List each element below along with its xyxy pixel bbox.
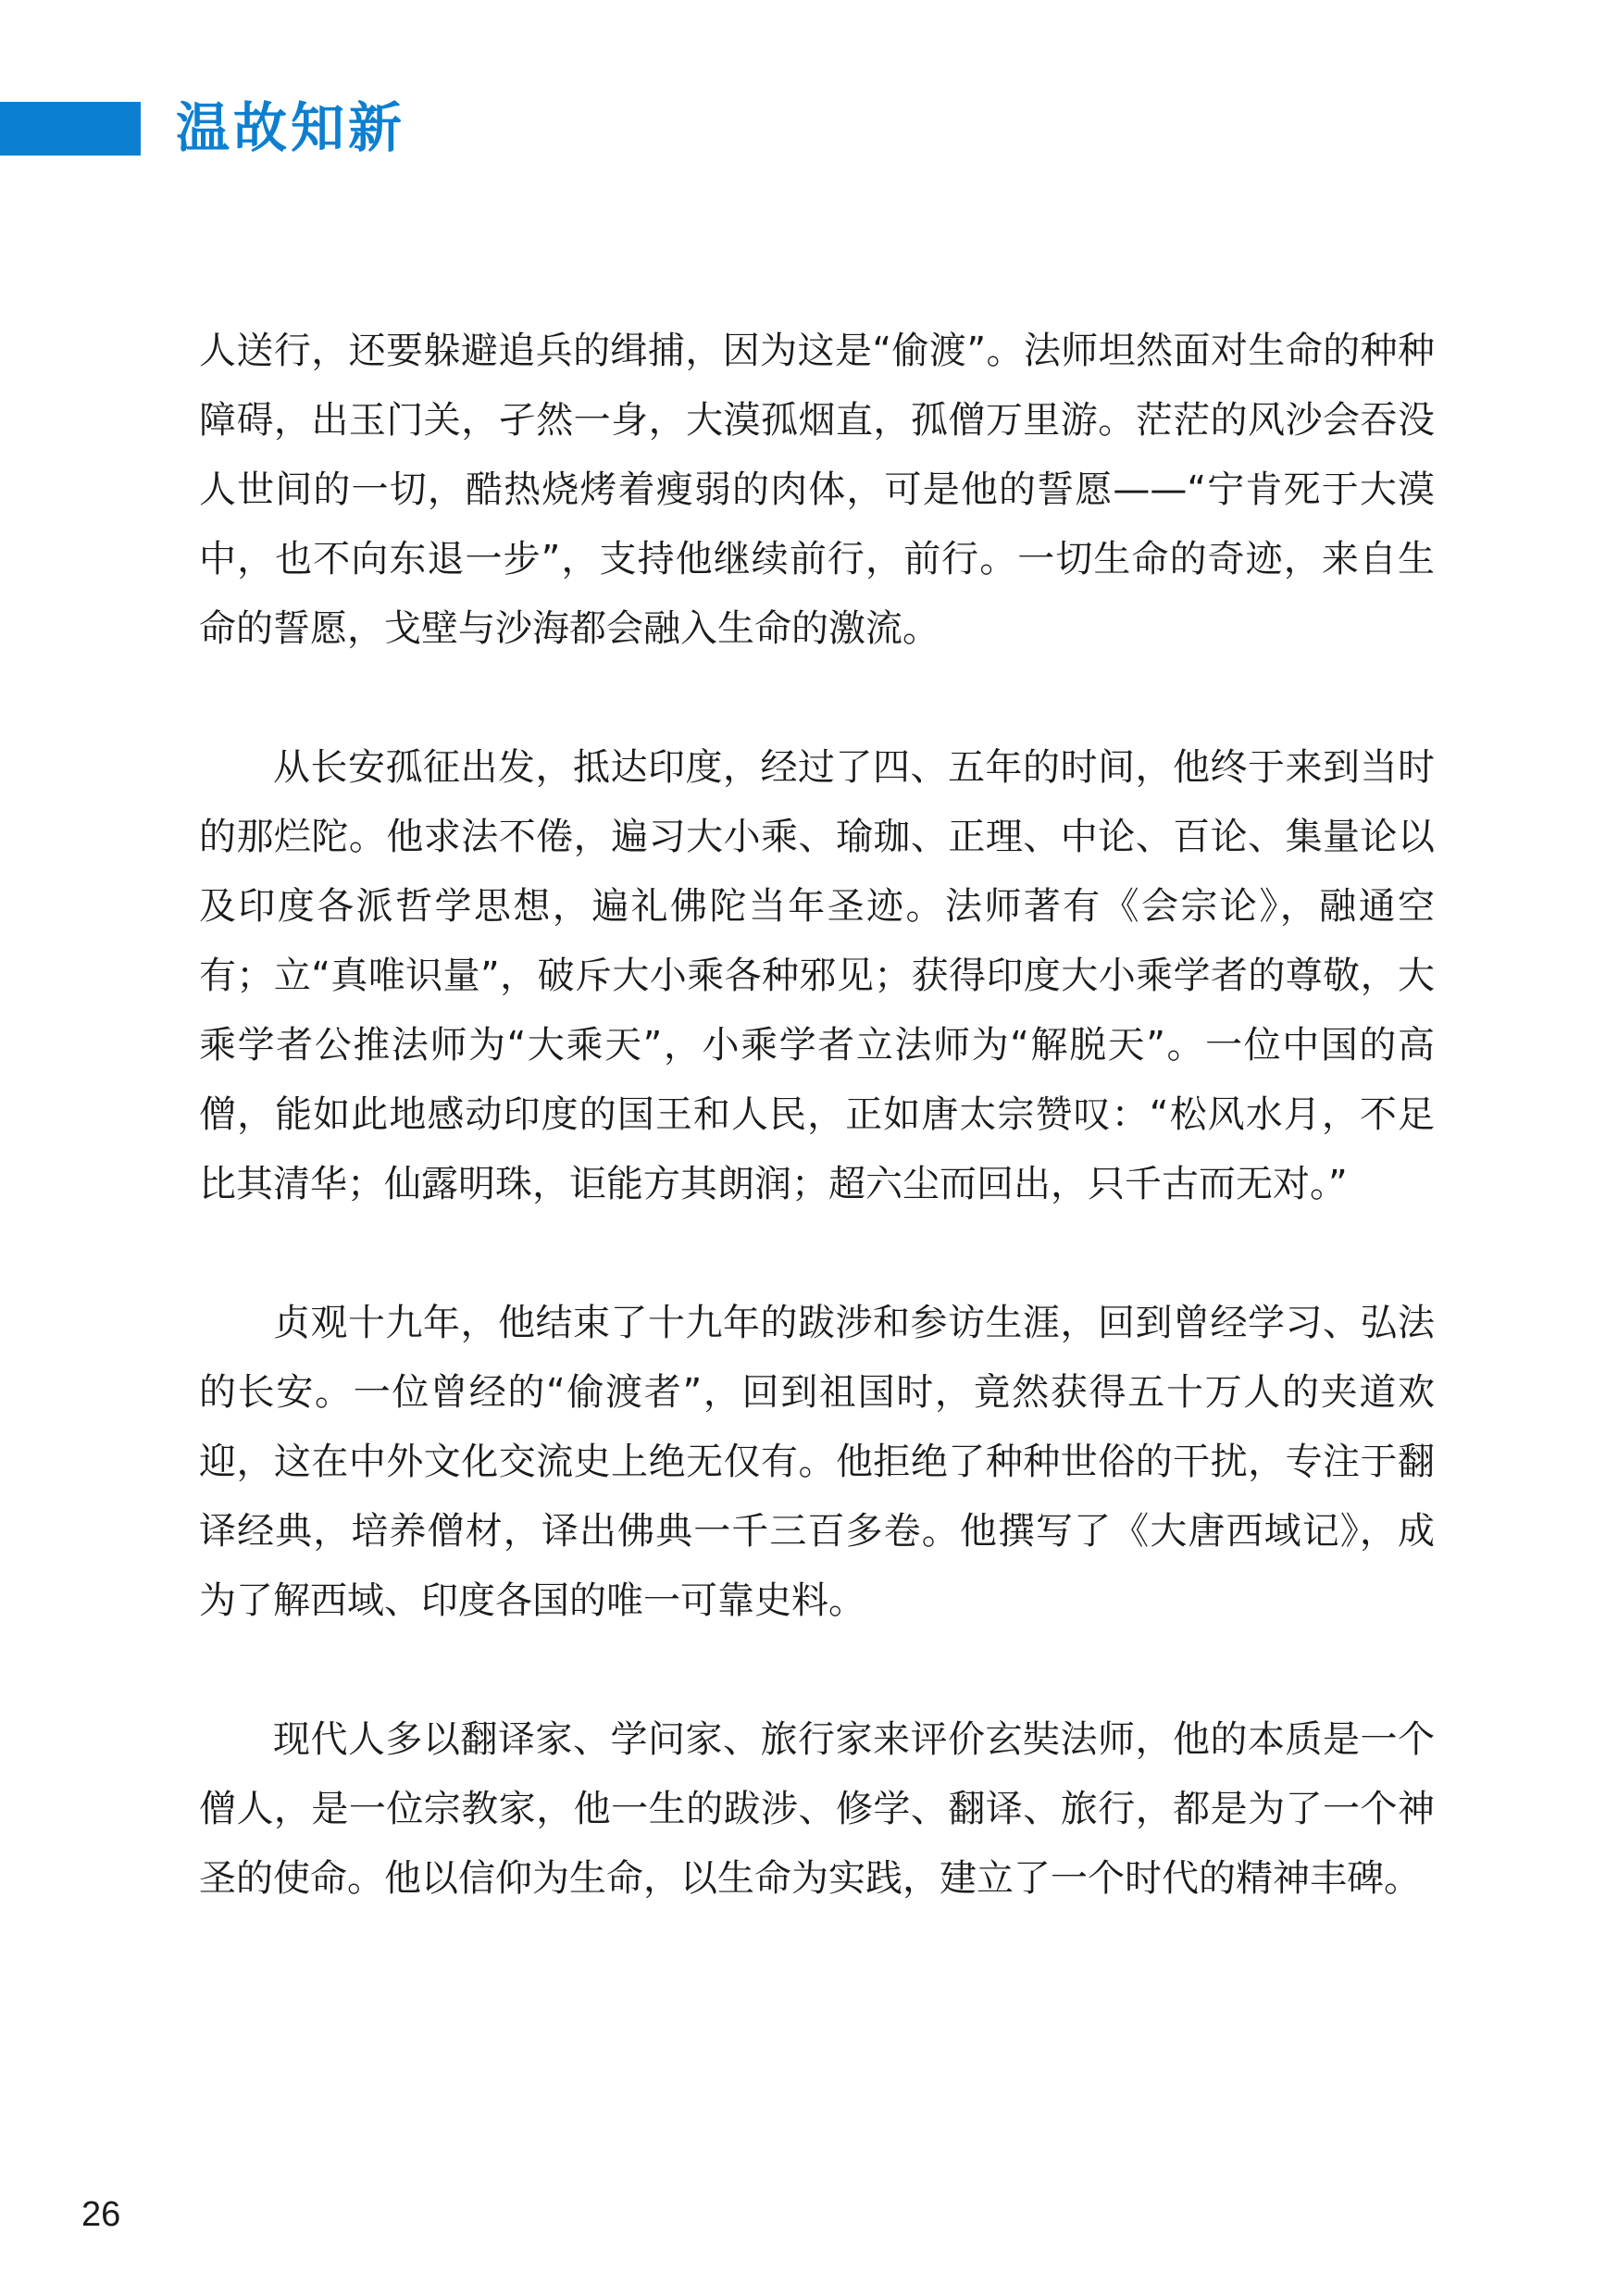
section-title: 温故知新 [176, 96, 406, 159]
page-number: 26 [81, 2195, 121, 2234]
header-accent-bar [0, 102, 141, 156]
paragraph: 现代人多以翻译家、学问家、旅行家来评价玄奘法师，他的本质是一个僧人，是一位宗教家，他一生的跋涉、修学、翻译、旅行，都是为了一个神圣的使命。他以信仰为生命，以生命为实践，建立了一个时代的精神丰碑。 [199, 1718, 1435, 1900]
paragraph: 从长安孤征出发，抵达印度，经过了四、五年的时间，他终于来到当时的那烂陀。他求法不倦，遍习大小乘、瑜珈、正理、中论、百论、集量论以及印度各派哲学思想，遍礼佛陀当年圣迹。法师著有《会宗论》，融通空有；立“真唯识量”，破斥大小乘各种邪见；获得印度大小乘学者的尊敬，大乘学者公推法师为“大乘天”，小乘学者立法师为“解脱天”。一位中国的高僧，能如此地感动印度的国王和人民，正如唐太宗赞叹：“松风水月，不足比其清华；仙露明珠，讵能方其朗润；超六尘而回出，只千古而无对。” [199, 746, 1435, 1205]
paragraph-continuation: 人送行，还要躲避追兵的缉捕，因为这是“偷渡”。法师坦然面对生命的种种障碍，出玉门关，孑然一身，大漠孤烟直，孤僧万里游。茫茫的风沙会吞没人世间的一切，酷热烧烤着瘦弱的肉体，可是他的誓愿——“宁肯死于大漠中，也不向东退一步”，支持他继续前行，前行。一切生命的奇迹，来自生命的誓愿，戈壁与沙海都会融入生命的激流。 [199, 330, 1435, 650]
paragraph: 贞观十九年，他结束了十九年的跋涉和参访生涯，回到曾经学习、弘法的长安。一位曾经的“偷渡者”，回到祖国时，竟然获得五十万人的夹道欢迎，这在中外文化交流史上绝无仅有。他拒绝了种种世俗的干扰，专注于翻译经典，培养僧材，译出佛典一千三百多卷。他撰写了《大唐西域记》，成为了解西域、印度各国的唯一可靠史料。 [199, 1302, 1435, 1622]
article-body [199, 317, 1435, 1914]
